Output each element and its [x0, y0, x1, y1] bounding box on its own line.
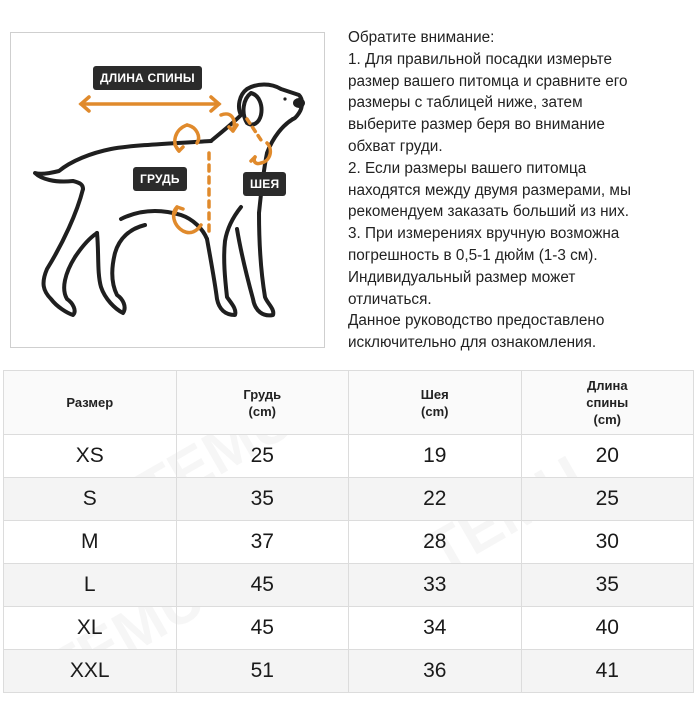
cell-size: S — [4, 478, 177, 521]
nose-icon — [293, 98, 305, 108]
header-size: Размер — [4, 371, 177, 435]
measurement-diagram — [10, 32, 325, 348]
header-back-length: Длина спины (cm) — [521, 371, 694, 435]
header-neck: Шея (cm) — [349, 371, 522, 435]
cell-neck: 34 — [349, 607, 522, 650]
cell-chest: 35 — [176, 478, 349, 521]
table-row — [4, 607, 694, 650]
notes-line: выберите размер беря во внимание — [348, 116, 605, 134]
notes-line: 1. Для правильной посадки измерьте — [348, 50, 613, 68]
notes-line: погрешность в 0,5-1 дюйм (1-3 см). — [348, 246, 598, 264]
table-header-row — [4, 371, 694, 435]
notes-line: находятся между двумя размерами, мы — [348, 181, 631, 199]
notes-line: рекомендуем заказать больший из них. — [348, 203, 629, 221]
back-length-label: ДЛИНА СПИНЫ — [93, 66, 202, 90]
cell-neck: 28 — [349, 521, 522, 564]
cell-back-length: 20 — [521, 435, 694, 478]
notes-line: обхват груди. — [348, 137, 443, 155]
cell-back-length: 41 — [521, 650, 694, 693]
cell-back-length: 40 — [521, 607, 694, 650]
cell-size: L — [4, 564, 177, 607]
cell-back-length: 25 — [521, 478, 694, 521]
notes-line: размеры с таблицей ниже, затем — [348, 94, 583, 112]
table-row — [4, 650, 694, 693]
notes-line: размер вашего питомца и сравните его — [348, 72, 628, 90]
cell-neck: 33 — [349, 564, 522, 607]
table-row — [4, 478, 694, 521]
cell-back-length: 35 — [521, 564, 694, 607]
header-chest: Грудь (cm) — [176, 371, 349, 435]
table-row — [4, 521, 694, 564]
cell-chest: 25 — [176, 435, 349, 478]
cell-size: XS — [4, 435, 177, 478]
cell-neck: 19 — [349, 435, 522, 478]
cell-chest: 37 — [176, 521, 349, 564]
cell-size: XL — [4, 607, 177, 650]
notes-line: исключительно для ознакомления. — [348, 334, 597, 352]
notes-line: 2. Если размеры вашего питомца — [348, 159, 587, 177]
table-row — [4, 564, 694, 607]
cell-neck: 22 — [349, 478, 522, 521]
notes-heading: Обратите внимание: — [348, 29, 495, 46]
measurement-notes — [348, 27, 696, 354]
neck-label: ШЕЯ — [243, 172, 286, 196]
measure-loop-icon — [81, 97, 270, 233]
chest-label: ГРУДЬ — [133, 167, 187, 191]
cell-size: XXL — [4, 650, 177, 693]
cell-back-length: 30 — [521, 521, 694, 564]
cell-chest: 45 — [176, 564, 349, 607]
cell-size: M — [4, 521, 177, 564]
notes-line: Индивидуальный размер может — [348, 268, 576, 286]
cell-chest: 51 — [176, 650, 349, 693]
table-row — [4, 435, 694, 478]
cell-neck: 36 — [349, 650, 522, 693]
notes-line: Данное руководство предоставлено — [348, 312, 605, 330]
size-chart-table — [3, 370, 694, 693]
notes-line: отличаться. — [348, 290, 432, 308]
cell-chest: 45 — [176, 607, 349, 650]
notes-line: 3. При измерениях вручную возможна — [348, 225, 620, 243]
